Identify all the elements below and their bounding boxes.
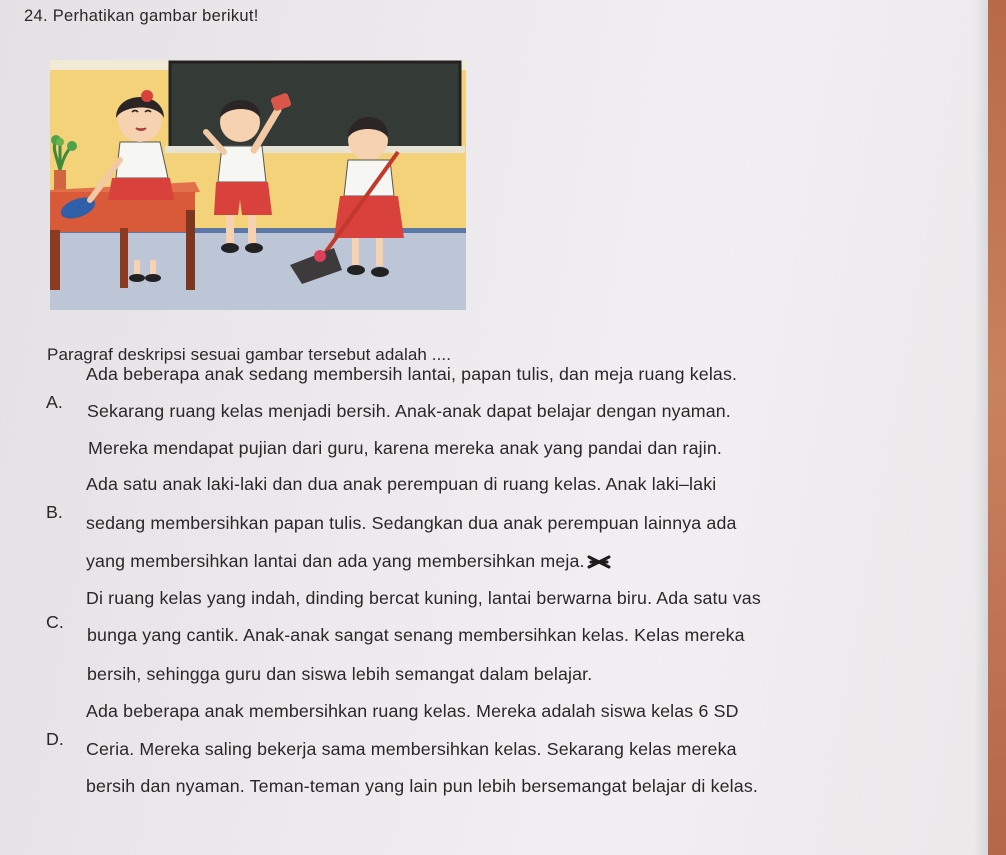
option-letter: C. <box>46 612 64 632</box>
option-letter: B. <box>46 502 63 522</box>
option-line: Sekarang ruang kelas menjadi bersih. Anak-anak dapat belajar dengan nyaman. <box>87 401 731 421</box>
option-letter: A. <box>46 392 63 412</box>
option-line: sedang membersihkan papan tulis. Sedangkan dua anak perempuan lainnya ada <box>86 513 737 533</box>
chalk-ledge <box>165 146 465 153</box>
option-line: Di ruang kelas yang indah, dinding bercat kuning, lantai berwarna biru. Ada satu vas <box>86 588 761 608</box>
classroom-illustration <box>50 60 466 310</box>
option-line: Ada beberapa anak sedang membersih lantai, papan tulis, dan meja ruang kelas. <box>86 364 738 384</box>
question-title: 24. Perhatikan gambar berikut! <box>24 7 259 25</box>
page-edge-background <box>988 0 1006 855</box>
option-line: bersih, sehingga guru dan siswa lebih semangat dalam belajar. <box>87 664 593 684</box>
floor <box>50 230 466 310</box>
option-line: bunga yang cantik. Anak-anak sangat senang membersihkan kelas. Kelas mereka <box>87 625 745 645</box>
option-line: yang membersihkan lantai dan ada yang membersihkan meja. <box>86 551 611 572</box>
blackboard <box>170 62 460 148</box>
option-line: bersih dan nyaman. Teman-teman yang lain pun lebih bersemangat belajar di kelas. <box>86 776 758 796</box>
option-line: Ada satu anak laki-laki dan dua anak perempuan di ruang kelas. Anak laki–laki <box>86 474 717 494</box>
option-line: Ada beberapa anak membersihkan ruang kelas. Mereka adalah siswa kelas 6 SD <box>86 701 739 721</box>
option-line: Ceria. Mereka saling bekerja sama membersihkan kelas. Sekarang kelas mereka <box>86 739 737 759</box>
question-prompt: Paragraf deskripsi sesuai gambar tersebut adalah .... <box>47 345 452 364</box>
pen-mark-icon <box>587 554 611 570</box>
option-letter: D. <box>46 729 64 749</box>
option-line: Mereka mendapat pujian dari guru, karena mereka anak yang pandai dan rajin. <box>88 438 722 458</box>
